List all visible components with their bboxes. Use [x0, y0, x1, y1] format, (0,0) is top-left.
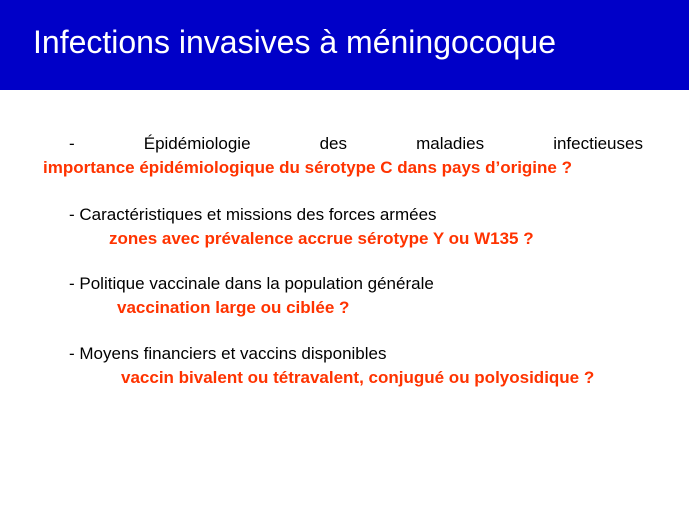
- slide-title: Infections invasives à méningocoque: [33, 24, 556, 60]
- item-4-question: vaccin bivalent ou tétravalent, conjugué ou polyosidique ?: [121, 368, 595, 387]
- item-1-heading: [69, 133, 643, 155]
- item-1-heading-word-4: infectieuses: [553, 134, 643, 153]
- item-1-heading-word-2: des: [319, 134, 348, 153]
- title-bar: [0, 0, 689, 90]
- item-1-question: importance épidémiologique du sérotype C dans pays d’origine ?: [43, 158, 572, 177]
- item-3-heading: - Politique vaccinale dans la population générale: [69, 274, 434, 293]
- item-4-heading: - Moyens financiers et vaccins disponibles: [69, 344, 387, 363]
- item-1-heading-word-1: Épidémiologie: [143, 134, 251, 153]
- item-1-heading-word-3: maladies: [416, 134, 485, 153]
- item-2-heading: - Caractéristiques et missions des forces armées: [69, 205, 437, 224]
- item-3-question: vaccination large ou ciblée ?: [117, 298, 350, 317]
- item-1-heading-dash: -: [69, 134, 75, 153]
- item-2-question: zones avec prévalence accrue sérotype Y ou W135 ?: [109, 229, 534, 248]
